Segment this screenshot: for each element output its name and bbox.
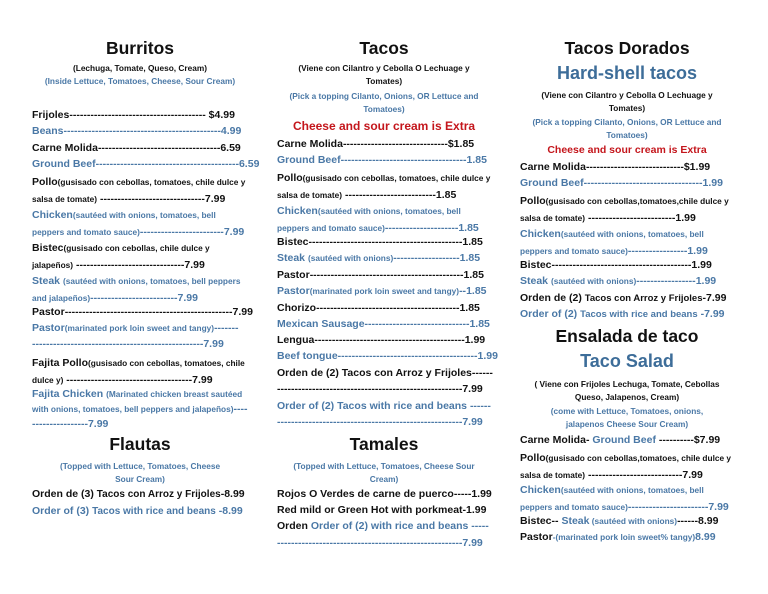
menu-item	[277, 488, 492, 501]
menu-item	[32, 109, 235, 122]
item-price: 1.99	[687, 244, 708, 257]
menu-item	[32, 207, 248, 240]
tamales-subtitle: (Topped with Lettuce, Tomatoes, Cheese Sour Cream)	[293, 461, 475, 484]
menu-item	[520, 434, 720, 447]
leader-dashes: -----------------------------------------	[316, 302, 460, 314]
item-price: 1.99	[695, 275, 717, 287]
menu-item	[520, 177, 723, 190]
hard-shell-tacos-title: Hard-shell tacos	[556, 63, 698, 83]
item-price: 8.99	[224, 488, 245, 500]
leader-dashes: -----------------------	[627, 500, 709, 513]
leader-dashes: -------------------------	[90, 291, 178, 304]
leader-dashes: -	[702, 292, 706, 304]
item-price: $1.85	[447, 138, 475, 150]
item-price: 7.99	[704, 308, 725, 320]
item-price: 4.99	[220, 125, 242, 137]
menu-item	[277, 520, 489, 533]
leader-dashes: -------------------------------------------------	[32, 338, 204, 350]
item-name: Frijoles	[32, 109, 70, 121]
menu-item	[520, 450, 734, 483]
menu-item	[32, 158, 259, 171]
item-name: Pollo	[520, 452, 546, 464]
item-lead: Orden	[277, 520, 311, 532]
item-description: (gusisado con cebollas,tomatoes,chile dulce y salsa de tomate)	[520, 196, 729, 223]
taco-salad-title: Taco Salad	[580, 351, 674, 371]
leader-dashes: -	[218, 505, 223, 517]
menu-item-continued	[277, 416, 483, 429]
item-name: Pastor	[520, 531, 553, 543]
item-name: Lengua	[277, 334, 315, 346]
leader-dashes: ----------------------------------------	[337, 350, 478, 362]
item-price: 1.99	[471, 488, 492, 500]
item-description: (gusisado con cebollas,tomatoes, chile dulce y salsa de tomate)	[520, 453, 732, 480]
item-price: 7.99	[87, 418, 109, 430]
item-name: Order of (2) Tacos with rice and beans	[277, 400, 468, 412]
burritos-subtitle-es: (Lechuga, Tomate, Queso, Cream)	[72, 63, 207, 73]
menu-item	[520, 226, 734, 259]
item-separator: -	[585, 434, 593, 446]
item-name: Pollo	[520, 195, 546, 207]
leader-dashes: -----	[453, 488, 472, 500]
menu-item	[277, 236, 483, 249]
item-description: (marinated pork loin sweet and tangy)	[64, 323, 215, 333]
item-price: 7.99	[203, 338, 224, 350]
leader-dashes: -----	[471, 520, 489, 532]
leader-dashes: -------------------	[393, 252, 460, 264]
item-description: (gusisado con cebollas, chile dulce y jalapeños)	[32, 243, 210, 270]
item-name: Bistec	[277, 236, 309, 248]
item-name: Pollo	[277, 172, 303, 184]
item-name: Fajita Chicken	[32, 388, 104, 400]
leader-dashes: --------------------------	[344, 188, 436, 201]
item-name: Order of (2) with rice and beans	[310, 520, 469, 532]
leader-dashes: -----------------------------------------	[95, 158, 239, 170]
item-description: Tacos with rice and beans	[92, 506, 216, 517]
menu-item	[277, 252, 480, 265]
item-price: 1.99	[477, 350, 498, 362]
item-price: 1.99	[691, 259, 712, 271]
menu-item	[277, 400, 491, 413]
menu-item	[520, 482, 734, 515]
tacos-title: Tacos	[359, 38, 409, 58]
leader-dashes: --------------------------------------------	[309, 269, 464, 281]
menu-item	[277, 302, 480, 315]
menu-item	[32, 273, 248, 306]
item-name: Chicken	[277, 205, 318, 217]
menu-item	[32, 322, 239, 335]
item-price: 1.99	[702, 177, 723, 189]
menu-item-continued	[277, 537, 483, 550]
menu-item	[32, 355, 248, 388]
item-description: (sautéed with onions)	[307, 253, 394, 263]
menu-item	[277, 318, 490, 331]
menu-item	[32, 387, 248, 432]
menu-item	[520, 275, 716, 288]
item-name: Orden de (3)	[32, 488, 94, 500]
menu-item	[32, 505, 243, 518]
leader-dashes: -----------------------------------------------------	[277, 416, 463, 428]
leader-dashes: ------------------------------	[99, 192, 205, 205]
leader-dashes: ---------------------------------------------	[63, 125, 221, 137]
item-price: 7.99	[204, 192, 226, 205]
tacos-dorados-title: Tacos Dorados	[564, 38, 690, 58]
tacos-extra-note: Cheese and sour cream is Extra	[292, 119, 476, 133]
item-price: 7.99	[462, 416, 483, 428]
menu-item	[277, 170, 491, 203]
leader-dashes: -----------------------------------------------------	[277, 383, 463, 395]
ensalada-subtitle-en: (come with Lettuce, Tomatoes, onions, jalapenos Cheese Sour Cream)	[550, 406, 704, 429]
item-name: Rojos O Verdes de carne de puerco	[277, 488, 454, 500]
item-description: (sautéed with onions, tomatoes, bell peppers and tomato sauce)	[520, 485, 704, 512]
item-name: Ground Beef	[520, 177, 584, 189]
menu-item	[277, 350, 498, 363]
item-price: 7.99	[682, 468, 703, 481]
burritos-subtitle-en: (Inside Lettuce, Tomatoes, Cheese, Sour Cream)	[44, 76, 236, 86]
item-name: Orden de (2)	[520, 292, 582, 304]
item-price: 1.85	[459, 252, 481, 264]
item-name: Chicken	[520, 484, 561, 496]
item-name: Steak	[32, 275, 61, 287]
leader-dashes: -----------------------------------------------------	[277, 537, 463, 549]
menu-item-continued	[277, 383, 483, 396]
item-name: Chicken	[520, 228, 561, 240]
item-name: Bistec	[32, 242, 64, 254]
flautas-subtitle: (Topped with Lettuce, Tomatoes, Cheese Sour Cream)	[59, 461, 221, 484]
leader-dashes: ------------------------------------	[66, 373, 193, 386]
item-price: 8.99	[222, 505, 243, 517]
item-name: Beans	[32, 125, 64, 137]
item-price: 6.59	[220, 142, 241, 154]
leader-dashes: -----------------	[627, 244, 688, 257]
item-name: Red mild or Green Hot with porkmeat	[277, 504, 463, 516]
item-name: Mexican Sausage	[277, 318, 365, 330]
leader-dashes: -------------------------------	[75, 258, 185, 271]
item-description: -(marinated pork loin sweet% tangy)	[552, 532, 696, 542]
item-separator: --	[551, 515, 562, 527]
item-name: Carne Molida	[32, 142, 98, 154]
item-price: 7.99	[177, 291, 198, 304]
item-description: (gusisado con cebollas, tomatoes, chile dulce y)	[32, 358, 245, 385]
flautas-title: Flautas	[109, 434, 171, 454]
item-price: 1.85	[459, 302, 480, 314]
item-name: Steak	[520, 275, 549, 287]
item-price: 7.99	[184, 258, 205, 271]
item-price: 7.99	[706, 292, 727, 304]
menu-item	[520, 531, 716, 544]
menu-item	[520, 259, 712, 272]
ensalada-title: Ensalada de taco	[555, 326, 699, 346]
item-description: (marinated pork loin sweet and tangy)	[309, 286, 460, 296]
leader-dashes: ------	[471, 367, 493, 379]
item-name: Carne Molida	[277, 138, 343, 150]
leader-dashes: --	[459, 285, 467, 297]
leader-dashes: ------------------------------	[342, 138, 448, 150]
dorados-subtitle-en: (Pick a topping Cilanto, Onions, OR Lettuce and Tomatoes)	[532, 117, 722, 140]
item-description: (sautéed with onions, tomatoes, bell peppers and tomato sauce)	[520, 229, 704, 256]
item-price: 1.99	[464, 334, 486, 346]
burritos-title: Burritos	[105, 38, 175, 58]
leader-dashes: ---------------------------	[587, 468, 683, 481]
item-name: Pastor	[277, 285, 310, 297]
item-price: 7.99	[462, 383, 483, 395]
menu-item	[520, 292, 726, 305]
item-name: Pastor	[32, 322, 65, 334]
leader-dashes: ----------------------------------	[583, 177, 703, 189]
dorados-subtitle-es: (Viene con Cilantro y Cebolla O Lechuage y Tomates)	[541, 90, 713, 113]
tamales-title: Tamales	[349, 434, 419, 454]
item-name: Chorizo	[277, 302, 317, 314]
menu-item-continued	[32, 338, 224, 351]
menu-item	[520, 308, 725, 321]
item-price: 1.85	[462, 236, 483, 248]
item-price: 1.85	[466, 285, 487, 297]
leader-dashes: -------	[214, 322, 239, 334]
leader-dashes: ------------------------------------	[340, 154, 467, 166]
item-description: (sautéed with onions)	[550, 276, 637, 286]
menu-item	[520, 193, 734, 226]
menu-item	[277, 154, 487, 167]
item-name: Pollo	[32, 176, 58, 188]
leader-dashes: -----------------	[636, 275, 696, 287]
item-name: Bistec	[520, 259, 552, 271]
leader-dashes: --------------------------------------------	[308, 236, 463, 248]
item-price: 7.99	[462, 537, 483, 549]
item-price: $4.99	[208, 109, 235, 121]
item-description: Tacos con Arroz y Frijoles	[584, 293, 703, 304]
menu-item	[277, 203, 491, 236]
item-name: Order of (3)	[32, 505, 90, 517]
item-name: Pastor	[32, 306, 65, 318]
leader-dashes: ----------------------------	[585, 161, 684, 173]
leader-dashes: -	[700, 308, 705, 320]
item-name: Order of (2)	[520, 308, 578, 320]
menu-item	[277, 285, 487, 298]
item-name: Carne Molida	[520, 161, 586, 173]
item-price: 1.85	[466, 154, 487, 166]
item-name: Bistec	[520, 515, 552, 527]
menu-item	[520, 515, 718, 528]
menu-item	[32, 174, 248, 207]
item-description: (sautéed with onions, tomatoes, bell peppers and tomato sauce)	[277, 206, 461, 233]
item-name: Ground Beef	[277, 154, 341, 166]
leader-dashes: -	[220, 488, 225, 500]
item-price: 1.99	[675, 211, 696, 224]
leader-dashes: ---------------------	[384, 221, 459, 234]
leader-dashes: ---------------------------------------	[69, 109, 206, 121]
item-description: (sautéed with onions, tomatoes, bell peppers and jalapeños)	[32, 276, 241, 303]
item-price: 7.99	[223, 225, 245, 238]
item-description: (gusisado con cebollas, tomatoes, chile dulce y salsa de tomate)	[277, 173, 491, 200]
leader-dashes: -------------------------	[587, 211, 676, 224]
item-name-en: Steak	[561, 515, 590, 527]
item-name: Steak	[277, 252, 306, 264]
tacos-subtitle-es: (Viene con Cilantro y Cebolla O Lechuage y Tomates)	[298, 63, 470, 86]
item-price: 6.59	[238, 158, 260, 170]
menu-item	[277, 138, 474, 151]
item-name: Orden de (2) Tacos con Arroz y Frijoles	[277, 367, 472, 379]
item-price: 1.99	[466, 504, 487, 516]
menu-item	[277, 367, 493, 380]
leader-dashes: ------	[677, 515, 699, 527]
menu-item	[32, 240, 248, 273]
item-price: 8.99	[698, 515, 719, 527]
menu-item	[32, 488, 245, 501]
item-price: 1.85	[469, 318, 490, 330]
menu-item	[277, 269, 484, 282]
item-price: 7.99	[232, 306, 253, 318]
item-price: 1.85	[435, 188, 457, 201]
leader-dashes: ------	[469, 400, 491, 412]
item-name: Pastor	[277, 269, 310, 281]
item-description: (sautéed with onions)	[589, 516, 678, 526]
menu-item	[32, 142, 241, 155]
tacos-subtitle-en: (Pick a topping Cilanto, Onions, OR Lettuce and Tomatoes)	[289, 91, 479, 114]
leader-dashes: -------------------------------------------	[314, 334, 465, 346]
item-name: Fajita Pollo	[32, 357, 89, 369]
item-name: Ground Beef	[32, 158, 96, 170]
leader-dashes: -	[462, 504, 467, 516]
leader-dashes: ----------	[655, 434, 694, 446]
ensalada-subtitle-es: ( Viene con Frijoles Lechuga, Tomate, Cebollas Queso, Jalapenos, Cream)	[534, 379, 720, 402]
item-description: (gusisado con cebollas, tomatoes, chile dulce y salsa de tomate)	[32, 177, 246, 204]
item-price: 7.99	[192, 373, 213, 386]
item-name: Chicken	[32, 209, 73, 221]
item-price: $1.99	[683, 161, 711, 173]
item-description: (sautéed with onions, tomatoes, bell peppers and tomato sauce)	[32, 210, 216, 237]
leader-dashes: --------------------	[32, 403, 248, 430]
leader-dashes: ----------------------------------------	[551, 259, 692, 271]
item-price: 1.85	[458, 221, 479, 234]
item-name: Beef tongue	[277, 350, 338, 362]
menu-item	[32, 306, 253, 319]
item-price: 8.99	[695, 531, 716, 543]
leader-dashes: ------------------------	[139, 225, 224, 238]
leader-dashes: -----------------------------------	[97, 142, 221, 154]
item-price: 7.99	[708, 500, 729, 513]
item-name: Carne Molida	[520, 434, 586, 446]
item-price: 1.85	[463, 269, 484, 281]
item-price: $7.99	[693, 434, 721, 446]
menu-item	[277, 334, 485, 347]
menu-item	[277, 504, 486, 517]
dorados-extra-note: Cheese and sour cream is Extra	[547, 144, 707, 156]
leader-dashes: ------------------------------	[364, 318, 470, 330]
item-description: Tacos con Arroz y Frijoles	[96, 489, 221, 500]
item-description: Tacos with rice and beans	[580, 309, 698, 320]
item-name-en: Ground Beef	[592, 434, 656, 446]
item-description: (Marinated chicken breast sautéed with onions, tomatoes, bell peppers and jalapeños)	[32, 389, 243, 414]
leader-dashes: ------------------------------------------------	[64, 306, 233, 318]
menu-item	[520, 161, 710, 174]
menu-item	[32, 125, 241, 138]
